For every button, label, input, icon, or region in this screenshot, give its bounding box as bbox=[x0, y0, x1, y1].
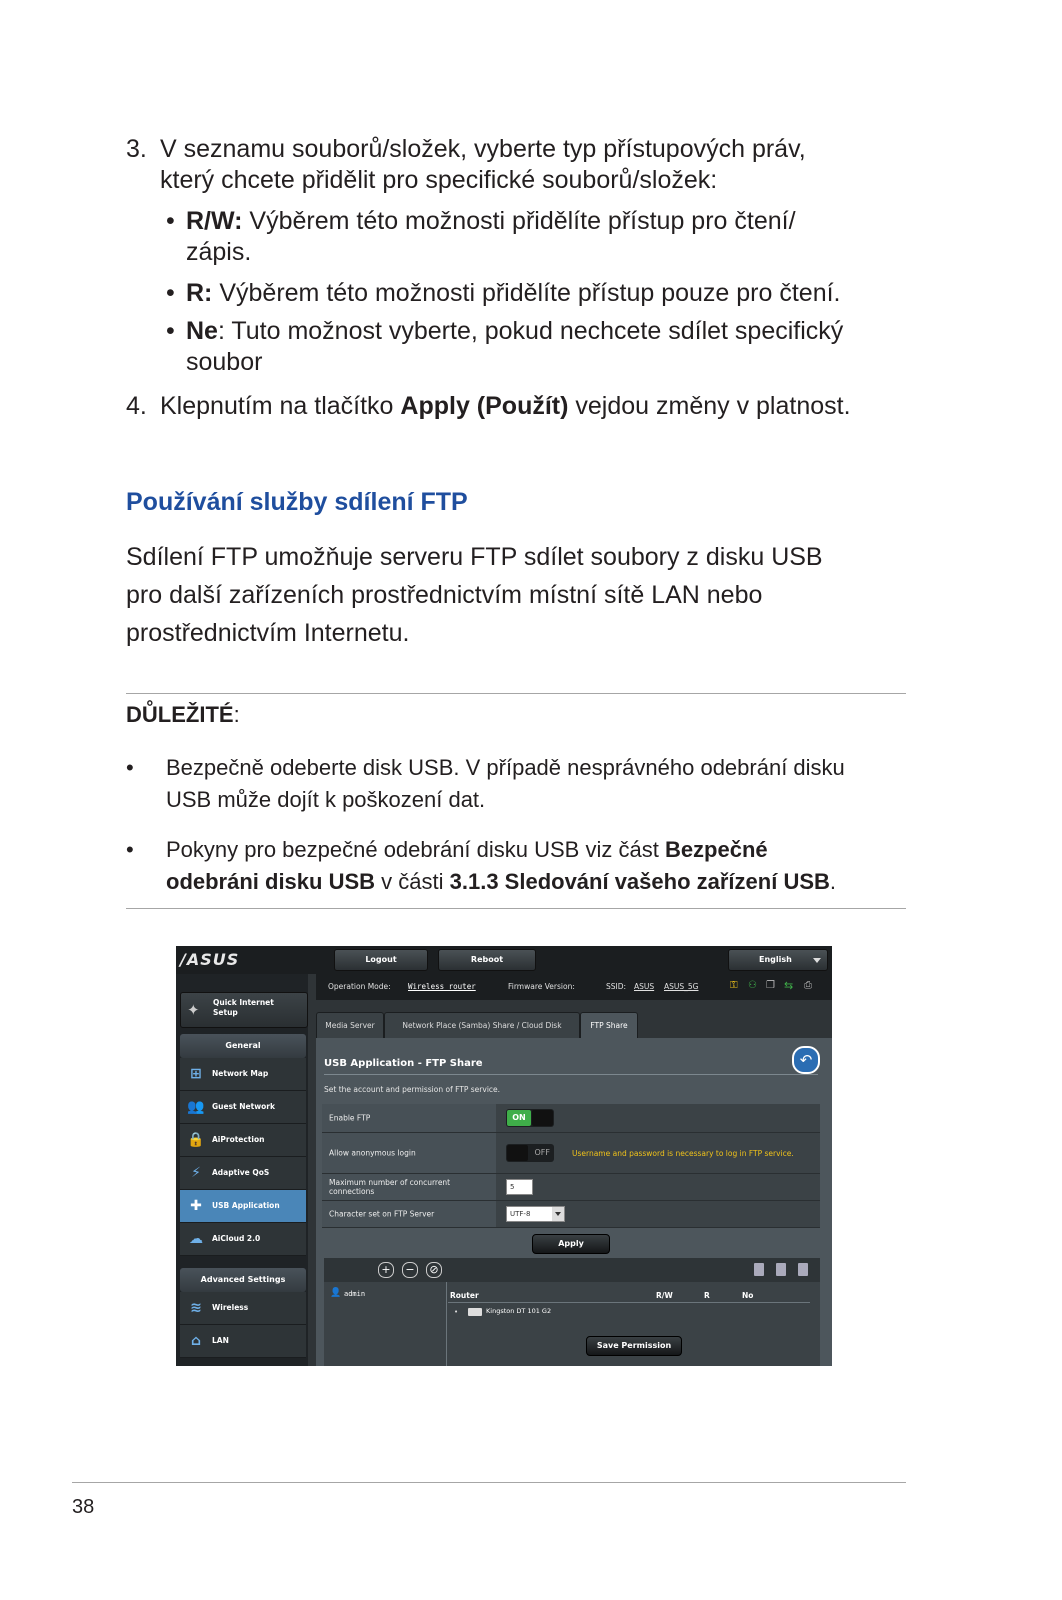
language-value: English bbox=[759, 955, 792, 964]
qos-icon: ⚡ bbox=[191, 1165, 201, 1181]
bullet-text: : Tuto možnost vyberte, pokud nechcete sdílet specifický bbox=[217, 317, 844, 345]
quick-setup-button[interactable] bbox=[180, 992, 308, 1028]
rename-folder-icon[interactable] bbox=[798, 1263, 808, 1276]
sidebar-item-label: LAN bbox=[212, 1336, 229, 1345]
bullet-dot: • bbox=[126, 837, 134, 862]
permission-panel bbox=[324, 1258, 820, 1366]
bullet-dot: • bbox=[166, 279, 175, 307]
important-text: Pokyny pro bezpečné odebrání disku USB viz část bbox=[166, 837, 665, 862]
usb-drive-icon bbox=[468, 1308, 482, 1316]
sidebar-item-label: Wireless bbox=[212, 1303, 249, 1312]
tab-media-server[interactable]: Media Server bbox=[316, 1012, 384, 1039]
anonymous-login-row bbox=[322, 1133, 820, 1174]
sidebar-item-aiprotection[interactable] bbox=[180, 1124, 306, 1157]
user-list bbox=[324, 1282, 447, 1366]
step-text: Klepnutím na tlačítko bbox=[160, 392, 401, 420]
sidebar-item-lan[interactable] bbox=[180, 1325, 306, 1358]
op-mode-label: Operation Mode: bbox=[328, 982, 391, 991]
charset-label-cell bbox=[322, 1201, 496, 1227]
anonymous-warning: Username and password is necessary to log in FTP service. bbox=[572, 1149, 794, 1158]
router-ui-screenshot bbox=[176, 946, 832, 1366]
intro-paragraph bbox=[126, 538, 886, 652]
important-text: v části bbox=[375, 869, 450, 894]
bullet-text: zápis. bbox=[186, 238, 252, 266]
anonymous-label-cell bbox=[322, 1133, 496, 1173]
max-connections-label-cell bbox=[322, 1174, 496, 1200]
max-connections-label: Maximum number of concurrent connections bbox=[329, 1178, 451, 1196]
bullet-dot: • bbox=[126, 755, 134, 780]
step-number: 4. bbox=[126, 392, 147, 420]
router-column-header: Router bbox=[450, 1291, 479, 1300]
paragraph-line: pro další zařízeních prostřednictvím místní sítě LAN nebo bbox=[126, 581, 763, 609]
sidebar-item-label: USB Application bbox=[212, 1201, 280, 1210]
add-user-icon[interactable]: + bbox=[378, 1262, 394, 1278]
apply-term: Apply (Použít) bbox=[400, 392, 569, 420]
divider-bottom bbox=[126, 908, 906, 909]
tab-ftp-share[interactable]: FTP Share bbox=[580, 1012, 638, 1039]
add-folder-icon[interactable] bbox=[754, 1263, 764, 1276]
divider-top bbox=[126, 693, 906, 694]
advanced-settings-header: Advanced Settings bbox=[180, 1268, 306, 1292]
language-select[interactable] bbox=[728, 949, 828, 971]
paragraph-line: prostřednictvím Internetu. bbox=[126, 619, 410, 647]
charset-value: UTF-8 bbox=[510, 1210, 531, 1218]
wifi-icon: ≋ bbox=[190, 1300, 202, 1316]
important-colon: : bbox=[233, 702, 240, 727]
sidebar-item-label: AiCloud 2.0 bbox=[212, 1234, 261, 1243]
ssid-label: SSID: bbox=[606, 982, 627, 991]
sidebar-item-network-map[interactable] bbox=[180, 1058, 306, 1091]
permission-toolbar bbox=[324, 1258, 820, 1282]
chevron-down-icon bbox=[552, 1207, 564, 1221]
sidebar-item-aicloud[interactable] bbox=[180, 1223, 306, 1256]
sidebar-item-label: AiProtection bbox=[212, 1135, 265, 1144]
charset-select[interactable] bbox=[506, 1206, 565, 1222]
enable-ftp-toggle[interactable] bbox=[506, 1109, 554, 1127]
anonymous-login-toggle[interactable] bbox=[506, 1144, 554, 1162]
important-ref: odebráni disku USB bbox=[166, 869, 376, 894]
bullet-text: soubor bbox=[186, 348, 263, 376]
important-ref: 3.1.3 Sledování vašeho zařízení USB bbox=[449, 869, 830, 894]
wand-icon: ✦ bbox=[187, 1001, 200, 1019]
enable-ftp-row bbox=[322, 1104, 820, 1133]
firmware-label: Firmware Version: bbox=[508, 982, 575, 991]
important-text: . bbox=[829, 869, 837, 894]
toggle-on-state: ON bbox=[507, 1110, 531, 1126]
ftp-share-panel bbox=[316, 1038, 832, 1366]
usb-device-name[interactable]: Kingston DT 101 G2 bbox=[486, 1307, 552, 1315]
edit-user-icon[interactable]: ⊘ bbox=[426, 1262, 442, 1278]
tab-samba-share[interactable]: Network Place (Samba) Share / Cloud Disk bbox=[384, 1012, 580, 1039]
page-subtitle: Set the account and permission of FTP service. bbox=[324, 1085, 501, 1094]
home-icon: ⌂ bbox=[190, 1333, 202, 1349]
remove-user-icon[interactable]: − bbox=[402, 1262, 418, 1278]
back-icon[interactable]: ↶ bbox=[792, 1046, 820, 1074]
bullet-text: Výběrem této možnosti přidělíte přístup pouze pro čtení. bbox=[212, 279, 841, 307]
sidebar-item-wireless[interactable] bbox=[180, 1292, 306, 1325]
sidebar-item-guest-network[interactable] bbox=[180, 1091, 306, 1124]
usb-icon: ⇆ bbox=[784, 979, 794, 992]
rw-column-header: R/W bbox=[656, 1291, 673, 1300]
apply-button[interactable]: Apply bbox=[532, 1234, 610, 1254]
bullet-text: Výběrem této možnosti přidělíte přístup pro čtení/ bbox=[242, 207, 796, 235]
guest-users-icon: 👥 bbox=[187, 1099, 205, 1115]
title-divider bbox=[324, 1074, 818, 1075]
bullet-term: R/W: bbox=[186, 207, 243, 235]
enable-ftp-label-cell bbox=[322, 1104, 496, 1132]
cloud-icon: ☁ bbox=[189, 1231, 203, 1247]
user-icon: 👤 bbox=[330, 1288, 342, 1298]
printer-icon: ⎙ bbox=[804, 980, 812, 991]
header-divider bbox=[448, 1302, 810, 1303]
paragraph-line: Sdílení FTP umožňuje serveru FTP sdílet soubory z disku USB bbox=[126, 543, 823, 571]
enable-ftp-label: Enable FTP bbox=[329, 1113, 371, 1123]
reboot-button[interactable]: Reboot bbox=[438, 949, 536, 971]
important-text: Bezpečně odeberte disk USB. V případě nesprávného odebrání disku bbox=[166, 755, 845, 780]
sidebar-item-usb-application[interactable] bbox=[180, 1190, 306, 1223]
charset-label: Character set on FTP Server bbox=[329, 1209, 435, 1219]
section-heading: Používání služby sdílení FTP bbox=[126, 488, 468, 516]
step-text-line: který chcete přidělit pro specifické souborů/složek: bbox=[160, 166, 718, 194]
bullet-term: R: bbox=[186, 279, 213, 307]
status-icon: ⚿ bbox=[730, 980, 738, 991]
important-title bbox=[126, 702, 240, 728]
step-text-line: V seznamu souborů/složek, vyberte typ přístupových práv, bbox=[160, 135, 806, 163]
max-connections-row bbox=[322, 1174, 820, 1201]
ssid-2g: ASUS bbox=[634, 982, 655, 991]
user-admin[interactable]: admin bbox=[344, 1290, 366, 1298]
expand-icon[interactable]: • bbox=[454, 1308, 459, 1316]
anonymous-login-label: Allow anonymous login bbox=[329, 1148, 416, 1158]
quick-setup-label: Quick Internet Setup bbox=[213, 998, 274, 1017]
no-column-header: No bbox=[742, 1291, 754, 1300]
info-bar bbox=[316, 974, 832, 1000]
copy-icon: ❐ bbox=[766, 980, 775, 991]
sidebar-item-label: Adaptive QoS bbox=[212, 1168, 270, 1177]
ssid-5g: ASUS_5G bbox=[664, 982, 699, 991]
toggle-knob bbox=[507, 1145, 528, 1161]
save-permission-button[interactable]: Save Permission bbox=[586, 1336, 682, 1356]
important-label: DŮLEŽITÉ bbox=[126, 702, 234, 727]
page-title: USB Application - FTP Share bbox=[324, 1058, 483, 1069]
chevron-down-icon bbox=[813, 958, 821, 963]
max-connections-input[interactable]: 5 bbox=[506, 1179, 533, 1195]
page-number: 38 bbox=[72, 1496, 95, 1518]
logout-button[interactable]: Logout bbox=[334, 949, 428, 971]
asus-logo: /ASUS bbox=[180, 950, 240, 969]
sidebar-item-label: Network Map bbox=[212, 1069, 269, 1078]
general-header: General bbox=[180, 1034, 306, 1058]
step-number: 3. bbox=[126, 135, 147, 163]
toggle-off-state: OFF bbox=[534, 1148, 550, 1157]
sidebar bbox=[176, 974, 308, 1366]
sidebar-item-label: Guest Network bbox=[212, 1102, 275, 1111]
op-mode-link[interactable]: Wireless router bbox=[408, 982, 476, 991]
bullet-dot: • bbox=[166, 207, 175, 235]
lock-icon: 🔒 bbox=[187, 1132, 205, 1148]
important-text: USB může dojít k poškození dat. bbox=[166, 787, 486, 812]
puzzle-icon: ✚ bbox=[190, 1198, 202, 1214]
important-ref: Bezpečné bbox=[664, 837, 768, 862]
top-bar bbox=[176, 946, 832, 974]
guest-icon: ⚇ bbox=[748, 980, 757, 991]
step-text: vejdou změny v platnost. bbox=[568, 392, 851, 420]
bullet-term: Ne bbox=[186, 317, 218, 345]
charset-row bbox=[322, 1201, 820, 1228]
sidebar-item-adaptive-qos[interactable] bbox=[180, 1157, 306, 1190]
delete-folder-icon[interactable] bbox=[776, 1263, 786, 1276]
r-column-header: R bbox=[704, 1291, 710, 1300]
network-map-icon: ⊞ bbox=[190, 1066, 202, 1082]
bullet-dot: • bbox=[166, 317, 175, 345]
toggle-knob bbox=[532, 1110, 553, 1126]
footer-rule bbox=[72, 1482, 906, 1483]
